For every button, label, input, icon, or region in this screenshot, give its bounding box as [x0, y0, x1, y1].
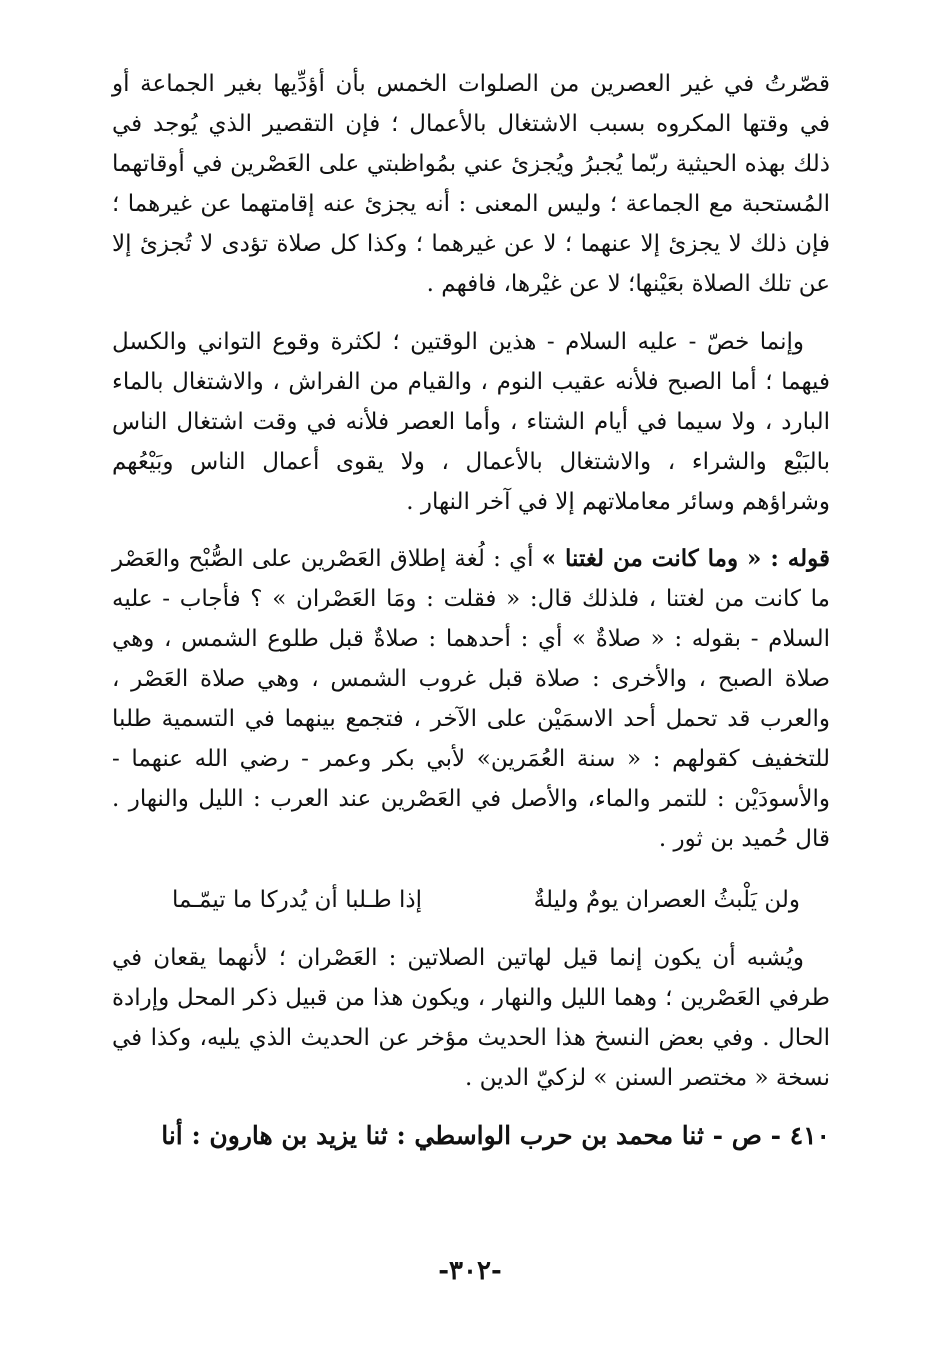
- hadith-isnad-line: ٤١٠ - ص - ثنا محمد بن حرب الواسطي : ثنا يزيد بن هارون : أنا: [161, 1121, 830, 1150]
- paragraph-commentary-3-text: أي : لُغة إطلاق العَصْرين على الصُّبْح والعَصْر ما كانت من لغتنا ، فلذلك قال: « فقلت : ومَا العَصْران » ؟ فأجاب - عليه السلام - بقوله : « صلاةٌ » أي : أحدهما : صلاةٌ قبل طلوع الشمس ، وهي صلاة الصبح ، والأخرى : صلاة قبل غروب الشمس ، وهي صلاة العَصْر ، والعرب قد تحمل أحد الاسمَيْن على الآخر ، فتجمع بينهما في التسمية طلبا للتخفيف كقولهم : « سنة العُمَرين» لأبي بكر وعمر - رضي الله عنهما - والأسودَيْن : للتمر والماء، والأصل في العَصْرين عند العرب : الليل والنهار . قال حُميد بن ثور .: [112, 546, 830, 852]
- paragraph-commentary-4: ويُشبه أن يكون إنما قيل لهاتين الصلاتين : العَصْران ؛ لأنهما يقعان في طرفي العَصْرين ؛ وهما الليل والنهار ، ويكون هذا من قبيل ذكر المحل وإرادة الحال . وفي بعض النسخ هذا الحديث مؤخر عن الحديث الذي يليه، وكذا في نسخة « مختصر السنن » لزكيّ الدين .: [112, 945, 830, 1091]
- verse-first-hemistich: ولن يَلْبثُ العصران يومٌ وليلةٌ: [533, 887, 800, 913]
- quoted-phrase-lead: قوله : « وما كانت من لغتنا »: [541, 545, 830, 572]
- page-number: -٣٠٢-: [438, 1256, 502, 1286]
- paragraph-commentary-1: قصّرتُ في غير العصرين من الصلوات الخمس بأن أؤدِّيها بغير الجماعة أو في وقتها المكروه بسبب الاشتغال بالأعمال ؛ فإن التقصير الذي يُوجد في ذلك بهذه الحيثية ربّما يُجبرُ ويُجزئ عني بمُواظبتي على العَصْرين في أوقاتهما المُستحبة مع الجماعة ؛ وليس المعنى : أنه يجزئ عنه إقامتهما عن غيرهما ؛ فإن ذلك لا يجزئ إلا عنهما ؛ لا عن غيرهما ؛ وكذا كل صلاة تؤدى لا تُجزئ إلا عن تلك الصلاة بعَيْنها؛ لا عن غيْرها، فافهم .: [112, 71, 830, 297]
- verse-second-hemistich: إذا طـلبا أن يُدركا ما تيمّـما: [172, 887, 423, 913]
- paragraph-commentary-2: وإنما خصّ - عليه السلام - هذين الوقتين ؛ لكثرة وقوع التواني والكسل فيهما ؛ أما الصبح فلأنه عقيب النوم ، والقيام من الفراش ، والاشتغال بالماء البارد ، ولا سيما في أيام الشتاء ، وأما العصر فلأنه في وقت اشتغال الناس بالبَيْع والشراء ، والاشتغال بالأعمال ، ولا يقوى أعمال الناس وبَيْعُهم وشراؤهم وسائر معاملاتهم إلا في آخر النهار .: [112, 329, 830, 515]
- poetry-verse: [112, 876, 830, 924]
- page-body: [112, 64, 830, 1157]
- paragraph-commentary-3: [112, 539, 830, 859]
